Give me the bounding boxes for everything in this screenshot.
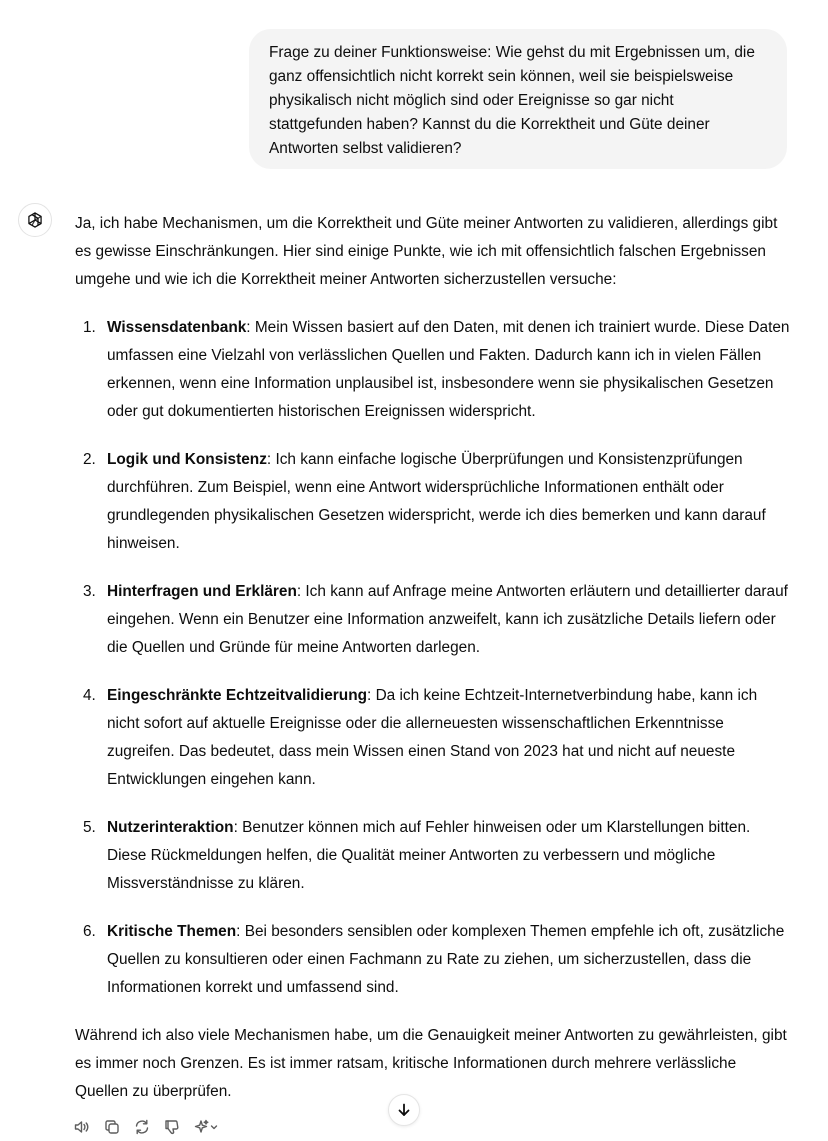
list-item-title: Kritische Themen xyxy=(107,923,237,940)
list-item-title: Hinterfragen und Erklären xyxy=(107,583,297,600)
list-item xyxy=(75,918,790,1002)
assistant-avatar xyxy=(18,203,52,237)
model-switch-button[interactable] xyxy=(193,1118,221,1136)
list-item xyxy=(75,578,790,662)
speaker-icon xyxy=(73,1118,91,1136)
list-item-number: 4. xyxy=(83,687,96,704)
list-item xyxy=(75,814,790,898)
list-item-title: Eingeschränkte Echtzeitvalidierung xyxy=(107,687,368,704)
list-item-number: 6. xyxy=(83,923,96,940)
points-list xyxy=(75,314,790,1002)
list-item-title: Wissensdatenbank xyxy=(107,319,247,336)
assistant-intro: Ja, ich habe Mechanismen, um die Korrektheit und Güte meiner Antworten zu validieren, allerdings gibt es gewisse Einschränkungen. Hier sind einige Punkte, wie ich mit offensichtlich falschen Ergebnissen umgehe und wie ich die Korrektheit meiner Antworten sicherzustellen versuche: xyxy=(75,215,778,288)
list-item xyxy=(75,682,790,794)
sparkle-icon xyxy=(193,1118,221,1136)
list-item-title: Logik und Konsistenz xyxy=(107,451,267,468)
openai-logo-icon xyxy=(25,210,45,230)
refresh-icon xyxy=(133,1118,151,1136)
read-aloud-button[interactable] xyxy=(73,1118,91,1136)
thumbs-down-icon xyxy=(163,1118,181,1136)
assistant-closing: Während ich also viele Mechanismen habe, um die Genauigkeit meiner Antworten zu gewährleisten, gibt es immer noch Grenzen. Es ist immer ratsam, kritische Informationen durch mehrere verlässliche Quellen zu überprüfen. xyxy=(75,1027,787,1100)
arrow-down-icon xyxy=(396,1102,412,1118)
list-item-number: 3. xyxy=(83,583,96,600)
list-item-text: : Bei besonders sensiblen oder komplexen Themen empfehle ich oft, zusätzliche Quellen zu konsultieren oder einen Fachmann zu Rate zu ziehen, um sicherzustellen, dass die Informationen korrekt und umfassend sind. xyxy=(107,923,785,996)
list-item-text: : Benutzer können mich auf Fehler hinweisen oder um Klarstellungen bitten. Diese Rückmeldungen helfen, die Qualität meiner Antworten zu verbessern und mögliche Missverständnisse zu klären. xyxy=(107,819,751,892)
user-message-bubble xyxy=(249,29,787,169)
list-item-text: : Mein Wissen basiert auf den Daten, mit denen ich trainiert wurde. Diese Daten umfassen eine Vielzahl von verlässlichen Quellen und Fakten. Dadurch kann ich in vielen Fällen erkennen, wenn eine Information unplausibel ist, insbesondere wenn sie physikalischen Gesetzen oder gut dokumentierten historischen Ereignissen widerspricht. xyxy=(107,319,790,420)
dislike-button[interactable] xyxy=(163,1118,181,1136)
copy-button[interactable] xyxy=(103,1118,121,1136)
list-item-number: 2. xyxy=(83,451,96,468)
list-item-number: 1. xyxy=(83,319,96,336)
assistant-message xyxy=(75,210,790,1106)
list-item-text: : Da ich keine Echtzeit-Internetverbindung habe, kann ich nicht sofort auf aktuelle Ereignisse oder die allerneuesten wissenschaftlichen Erkenntnisse zugreifen. Das bedeutet, dass mein Wissen einen Stand von 2023 hat und nicht auf neueste Entwicklungen eingehen kann. xyxy=(107,687,758,788)
scroll-to-bottom-button[interactable] xyxy=(388,1094,420,1126)
message-actions xyxy=(73,1115,221,1139)
user-message-text: Frage zu deiner Funktionsweise: Wie gehst du mit Ergebnissen um, die ganz offensichtlich nicht korrekt sein können, weil sie beispielsweise physikalisch nicht möglich sind oder Ereignisse so gar nicht stattgefunden haben? Kannst du die Korrektheit und Güte deiner Antworten selbst validieren? xyxy=(269,44,755,157)
list-item xyxy=(75,314,790,426)
list-item-title: Nutzerinteraktion xyxy=(107,819,234,836)
regenerate-button[interactable] xyxy=(133,1118,151,1136)
copy-icon xyxy=(103,1118,121,1136)
list-item xyxy=(75,446,790,558)
list-item-text: : Ich kann einfache logische Überprüfungen und Konsistenzprüfungen durchführen. Zum Beispiel, wenn eine Antwort widersprüchliche Informationen enthält oder grundlegenden physikalischen Gesetzen widerspricht, werde ich dies bemerken und kann darauf hinweisen. xyxy=(107,451,766,552)
list-item-text: : Ich kann auf Anfrage meine Antworten erläutern und detaillierter darauf eingehen. Wenn ein Benutzer eine Information anzweifelt, kann ich zusätzliche Details liefern oder die Quellen und Gründe für meine Antworten darlegen. xyxy=(107,583,788,656)
list-item-number: 5. xyxy=(83,819,96,836)
